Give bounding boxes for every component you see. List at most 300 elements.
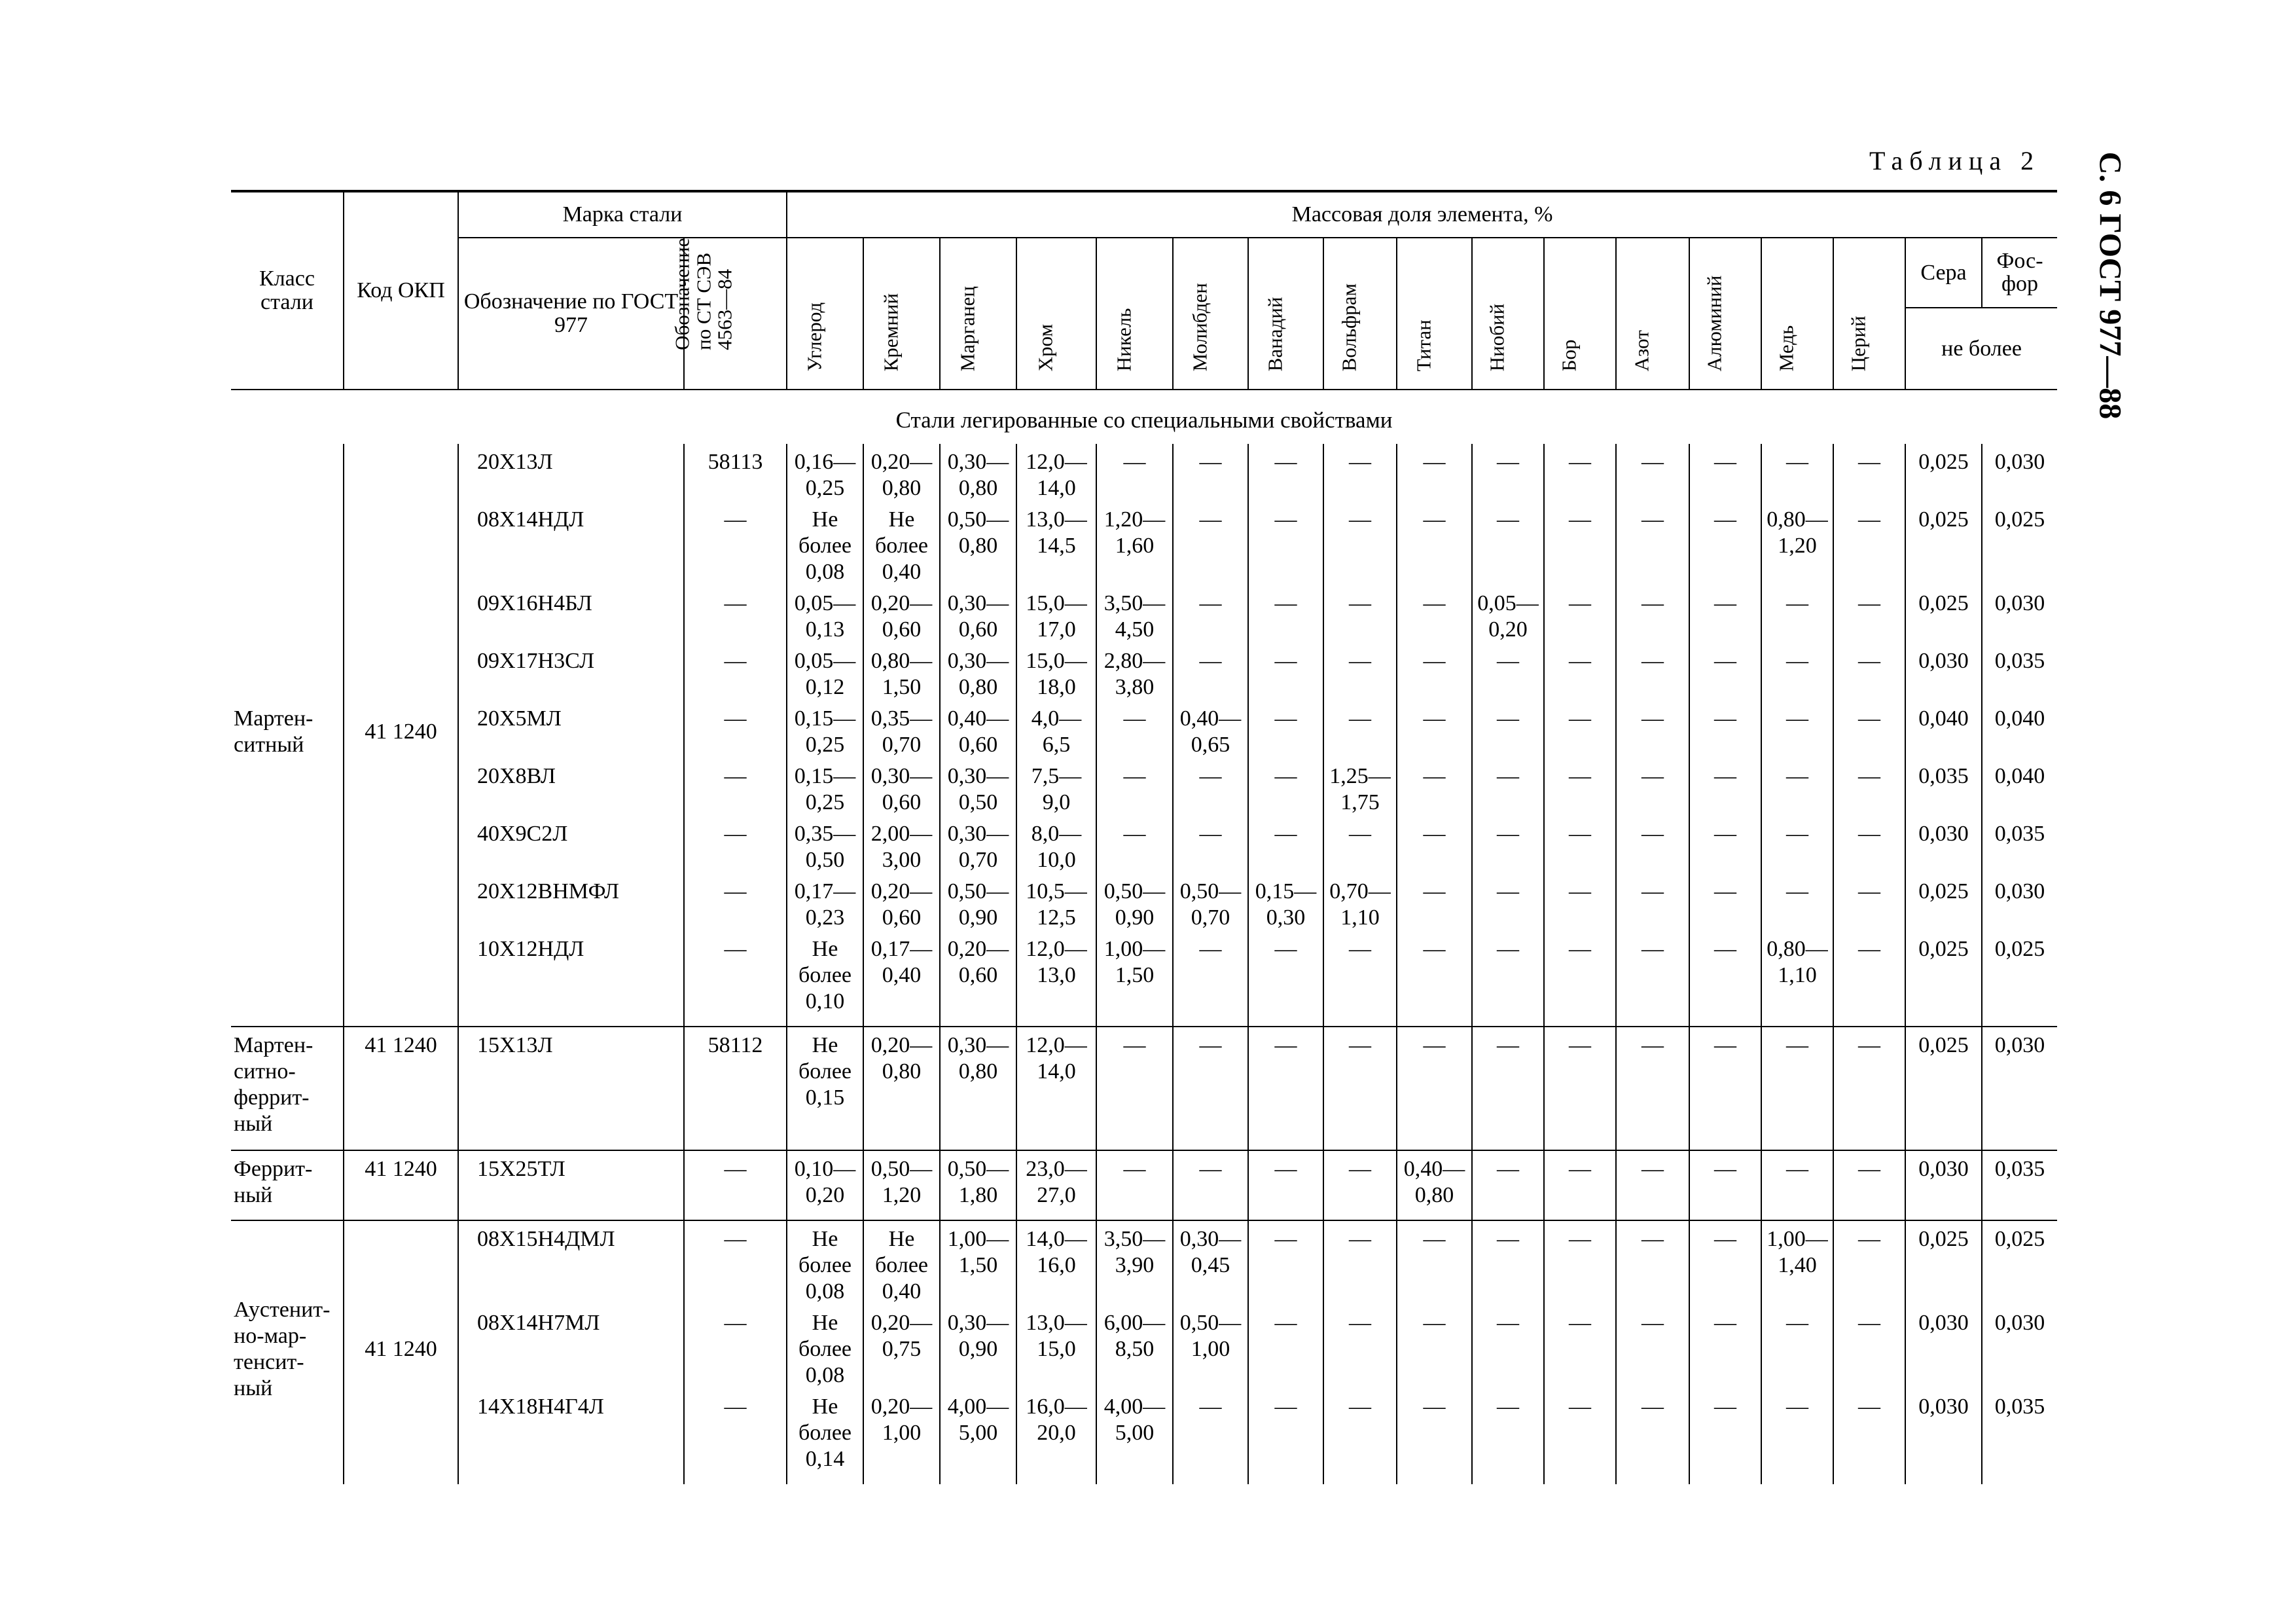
padding-cell (1397, 1015, 1472, 1027)
element-cell-ce: — (1833, 585, 1905, 643)
element-cell-p: 0,025 (1982, 1220, 2057, 1305)
header-element-ni (1096, 238, 1173, 390)
element-cell-ti: — (1397, 931, 1472, 1015)
header-element-al (1689, 238, 1761, 390)
st-sev-cell: 58112 (684, 1027, 787, 1137)
padding-cell (863, 1137, 940, 1150)
element-cell-p: 0,040 (1982, 701, 2057, 758)
element-cell-al: — (1689, 1389, 1761, 1472)
element-cell-ni: — (1096, 1027, 1173, 1137)
header-element-ce-text: Церий (1846, 316, 1870, 372)
st-sev-cell: — (684, 1305, 787, 1389)
grade-cell: 15Х25ТЛ (458, 1150, 684, 1209)
element-cell-w: — (1323, 1220, 1397, 1305)
padding-cell (1173, 1015, 1248, 1027)
padding-cell (684, 1209, 787, 1220)
okp-code-cell: 41 1240 (344, 1220, 458, 1472)
element-cell-mo: 0,50— 0,70 (1173, 873, 1248, 931)
padding-cell (1173, 1137, 1248, 1150)
element-cell-nb: — (1472, 1389, 1544, 1472)
section-row (231, 397, 2057, 444)
element-cell-mo: 0,40— 0,65 (1173, 701, 1248, 758)
padding-cell (787, 1015, 863, 1027)
element-cell-mn: 1,00— 1,50 (940, 1220, 1016, 1305)
element-cell-mo: — (1173, 643, 1248, 701)
element-cell-ce: — (1833, 701, 1905, 758)
group-padding-row (231, 1472, 2057, 1484)
padding-cell (1323, 1015, 1397, 1027)
element-cell-nb: — (1472, 1220, 1544, 1305)
element-cell-si: 0,20— 1,00 (863, 1389, 940, 1472)
header-element-cu-text: Медь (1774, 325, 1798, 372)
element-cell-p: 0,035 (1982, 1150, 2057, 1209)
composition-table (231, 190, 2057, 1484)
element-cell-mn: 0,30— 0,80 (940, 444, 1016, 501)
element-cell-b: — (1544, 816, 1616, 873)
element-cell-w: — (1323, 501, 1397, 585)
element-cell-mo: 0,50— 1,00 (1173, 1305, 1248, 1389)
element-cell-si: 0,35— 0,70 (863, 701, 940, 758)
st-sev-cell: — (684, 643, 787, 701)
element-cell-b: — (1544, 758, 1616, 816)
header-element-si (863, 238, 940, 390)
element-cell-si: Не более 0,40 (863, 1220, 940, 1305)
element-cell-n: — (1616, 1389, 1689, 1472)
element-cell-s: 0,030 (1905, 1305, 1982, 1389)
header-okp-code: Код ОКП (344, 191, 458, 390)
padding-cell (1544, 1015, 1616, 1027)
element-cell-mn: 0,30— 0,90 (940, 1305, 1016, 1389)
element-cell-ce: — (1833, 816, 1905, 873)
element-cell-ni: — (1096, 1150, 1173, 1209)
element-cell-mn: 0,40— 0,60 (940, 701, 1016, 758)
header-element-c (787, 238, 863, 390)
element-cell-s: 0,025 (1905, 585, 1982, 643)
table-row (231, 585, 2057, 643)
header-element-w-text: Вольфрам (1337, 283, 1361, 372)
padding-cell (863, 1015, 940, 1027)
element-cell-al: — (1689, 501, 1761, 585)
element-cell-b: — (1544, 1305, 1616, 1389)
element-cell-si: 0,30— 0,60 (863, 758, 940, 816)
element-cell-cu: — (1761, 1027, 1833, 1137)
element-cell-c: Не более 0,08 (787, 1220, 863, 1305)
element-cell-c: 0,05— 0,13 (787, 585, 863, 643)
element-cell-w: 0,70— 1,10 (1323, 873, 1397, 931)
element-cell-ti: — (1397, 1027, 1472, 1137)
element-cell-n: — (1616, 758, 1689, 816)
padding-cell (1173, 1472, 1248, 1484)
element-cell-s: 0,035 (1905, 758, 1982, 816)
composition-table-wrapper (231, 190, 2057, 1484)
header-element-c-text: Углерод (802, 302, 825, 372)
st-sev-cell: — (684, 585, 787, 643)
table-row (231, 1150, 2057, 1209)
element-cell-v: — (1248, 1220, 1323, 1305)
element-cell-al: — (1689, 701, 1761, 758)
st-sev-cell: — (684, 1389, 787, 1472)
element-cell-al: — (1689, 585, 1761, 643)
element-cell-n: — (1616, 643, 1689, 701)
element-cell-p: 0,030 (1982, 1027, 2057, 1137)
element-cell-si: 0,20— 0,60 (863, 873, 940, 931)
element-cell-nb: — (1472, 444, 1544, 501)
padding-cell (1248, 1472, 1323, 1484)
header-element-ni-text: Никель (1111, 308, 1135, 372)
element-cell-n: — (1616, 1027, 1689, 1137)
element-cell-cu: — (1761, 643, 1833, 701)
element-cell-b: — (1544, 1027, 1616, 1137)
element-cell-nb: — (1472, 816, 1544, 873)
header-element-ti-text: Титан (1411, 319, 1435, 372)
element-cell-ti: 0,40— 0,80 (1397, 1150, 1472, 1209)
element-cell-cu: — (1761, 585, 1833, 643)
element-cell-ce: — (1833, 643, 1905, 701)
element-cell-mo: — (1173, 816, 1248, 873)
padding-cell (1096, 1137, 1173, 1150)
element-cell-cu: — (1761, 1305, 1833, 1389)
element-cell-cu: — (1761, 873, 1833, 931)
header-element-mn (940, 238, 1016, 390)
element-cell-b: — (1544, 585, 1616, 643)
table-row (231, 1389, 2057, 1472)
element-cell-al: — (1689, 643, 1761, 701)
grade-cell: 09Х16Н4БЛ (458, 585, 684, 643)
element-cell-s: 0,040 (1905, 701, 1982, 758)
element-cell-nb: — (1472, 643, 1544, 701)
element-cell-n: — (1616, 816, 1689, 873)
padding-cell (863, 1209, 940, 1220)
element-cell-c: Не более 0,08 (787, 1305, 863, 1389)
header-element-nb (1472, 238, 1544, 390)
element-cell-n: — (1616, 931, 1689, 1015)
header-element-nb-text: Ниобий (1485, 304, 1509, 372)
element-cell-cr: 14,0— 16,0 (1016, 1220, 1096, 1305)
element-cell-w: — (1323, 585, 1397, 643)
element-cell-mo: — (1173, 585, 1248, 643)
element-cell-mn: 0,30— 0,50 (940, 758, 1016, 816)
padding-cell (1096, 1209, 1173, 1220)
okp-code-cell: 41 1240 (344, 1027, 458, 1137)
element-cell-p: 0,035 (1982, 1389, 2057, 1472)
element-cell-n: — (1616, 444, 1689, 501)
st-sev-cell: — (684, 1220, 787, 1305)
table-header (231, 191, 2057, 390)
element-cell-p: 0,035 (1982, 643, 2057, 701)
element-cell-al: — (1689, 931, 1761, 1015)
table-row (231, 1305, 2057, 1389)
element-cell-b: — (1544, 701, 1616, 758)
padding-cell (1905, 1015, 1982, 1027)
st-sev-cell: — (684, 931, 787, 1015)
element-cell-s: 0,025 (1905, 931, 1982, 1015)
grade-cell: 08Х15Н4ДМЛ (458, 1220, 684, 1305)
element-cell-mo: — (1173, 444, 1248, 501)
header-not-more: не более (1905, 308, 2057, 390)
steel-class-cell: Феррит- ный (231, 1150, 344, 1209)
element-cell-v: — (1248, 816, 1323, 873)
element-cell-nb: — (1472, 1305, 1544, 1389)
element-cell-al: — (1689, 873, 1761, 931)
padding-cell (1397, 1209, 1472, 1220)
element-cell-cu: 1,00— 1,40 (1761, 1220, 1833, 1305)
element-cell-nb: 0,05— 0,20 (1472, 585, 1544, 643)
padding-cell (1323, 1472, 1397, 1484)
element-cell-mo: — (1173, 758, 1248, 816)
element-cell-b: — (1544, 1389, 1616, 1472)
padding-cell (1397, 1137, 1472, 1150)
header-element-al-text: Алюминий (1702, 276, 1726, 372)
element-cell-cr: 15,0— 17,0 (1016, 585, 1096, 643)
element-cell-nb: — (1472, 931, 1544, 1015)
element-cell-ni: 0,50— 0,90 (1096, 873, 1173, 931)
padding-cell (1833, 1209, 1905, 1220)
side-page-reference-text: С. 6 ГОСТ 977—88 (2092, 151, 2128, 420)
element-cell-cr: 10,5— 12,5 (1016, 873, 1096, 931)
padding-cell (1323, 1209, 1397, 1220)
padding-cell (1544, 1209, 1616, 1220)
element-cell-b: — (1544, 931, 1616, 1015)
element-cell-si: Не более 0,40 (863, 501, 940, 585)
element-cell-b: — (1544, 1150, 1616, 1209)
element-cell-v: — (1248, 1305, 1323, 1389)
padding-cell (1616, 1137, 1689, 1150)
element-cell-ni: — (1096, 758, 1173, 816)
header-st-sev-designation-text: Обозначение по СТ СЭВ 4563—84 (670, 238, 736, 351)
side-page-reference (2092, 151, 2128, 420)
element-cell-mn: 0,50— 0,80 (940, 501, 1016, 585)
header-phosphorus: Фос- фор (1982, 238, 2057, 308)
element-cell-si: 0,17— 0,40 (863, 931, 940, 1015)
padding-cell (1616, 1015, 1689, 1027)
grade-cell: 10Х12НДЛ (458, 931, 684, 1015)
element-cell-w: — (1323, 643, 1397, 701)
element-cell-mo: — (1173, 1150, 1248, 1209)
element-cell-ce: — (1833, 501, 1905, 585)
table-body (231, 390, 2057, 1484)
padding-cell (1248, 1137, 1323, 1150)
header-element-v-text: Ванадий (1263, 297, 1286, 372)
element-cell-ni: — (1096, 701, 1173, 758)
element-cell-al: — (1689, 816, 1761, 873)
element-cell-s: 0,025 (1905, 1220, 1982, 1305)
st-sev-cell: 58113 (684, 444, 787, 501)
element-cell-nb: — (1472, 1150, 1544, 1209)
table-row (231, 701, 2057, 758)
element-cell-cr: 13,0— 14,5 (1016, 501, 1096, 585)
element-cell-al: — (1689, 758, 1761, 816)
element-cell-w: — (1323, 701, 1397, 758)
st-sev-cell: — (684, 501, 787, 585)
element-cell-si: 0,50— 1,20 (863, 1150, 940, 1209)
padding-cell (231, 1015, 344, 1027)
header-sulfur: Сера (1905, 238, 1982, 308)
element-cell-ti: — (1397, 1389, 1472, 1472)
header-element-n (1616, 238, 1689, 390)
header-element-ce (1833, 238, 1905, 390)
element-cell-n: — (1616, 701, 1689, 758)
element-cell-v: — (1248, 931, 1323, 1015)
element-cell-v: — (1248, 1027, 1323, 1137)
padding-cell (1323, 1137, 1397, 1150)
padding-cell (1616, 1472, 1689, 1484)
element-cell-al: — (1689, 1150, 1761, 1209)
padding-cell (231, 1137, 344, 1150)
element-cell-v: 0,15— 0,30 (1248, 873, 1323, 931)
padding-cell (344, 1015, 458, 1027)
element-cell-mn: 0,20— 0,60 (940, 931, 1016, 1015)
padding-cell (458, 1472, 684, 1484)
header-element-ti (1397, 238, 1472, 390)
element-cell-cr: 7,5— 9,0 (1016, 758, 1096, 816)
element-cell-ni: 4,00— 5,00 (1096, 1389, 1173, 1472)
padding-cell (1905, 1472, 1982, 1484)
element-cell-mn: 0,30— 0,60 (940, 585, 1016, 643)
element-cell-si: 0,80— 1,50 (863, 643, 940, 701)
element-cell-ti: — (1397, 643, 1472, 701)
padding-cell (1248, 1209, 1323, 1220)
element-cell-cu: — (1761, 1150, 1833, 1209)
element-cell-ti: — (1397, 444, 1472, 501)
element-cell-n: — (1616, 873, 1689, 931)
header-gost-designation: Обозначение по ГОСТ 977 (458, 238, 684, 390)
padding-cell (1472, 1209, 1544, 1220)
padding-cell (1397, 1472, 1472, 1484)
group-padding-row (231, 1137, 2057, 1150)
element-cell-mo: — (1173, 1027, 1248, 1137)
st-sev-cell: — (684, 816, 787, 873)
padding-cell (940, 1015, 1016, 1027)
element-cell-cu: 0,80— 1,10 (1761, 931, 1833, 1015)
element-cell-n: — (1616, 501, 1689, 585)
padding-cell (1016, 1137, 1096, 1150)
element-cell-nb: — (1472, 701, 1544, 758)
element-cell-cr: 12,0— 13,0 (1016, 931, 1096, 1015)
padding-cell (1833, 1472, 1905, 1484)
table-row (231, 643, 2057, 701)
element-cell-s: 0,025 (1905, 1027, 1982, 1137)
element-cell-p: 0,030 (1982, 873, 2057, 931)
padding-cell (1982, 1209, 2057, 1220)
element-cell-mo: — (1173, 501, 1248, 585)
element-cell-c: 0,15— 0,25 (787, 758, 863, 816)
element-cell-cu: — (1761, 1389, 1833, 1472)
element-cell-cr: 15,0— 18,0 (1016, 643, 1096, 701)
steel-class-cell: Аустенит- но-мар- тенсит- ный (231, 1220, 344, 1472)
element-cell-n: — (1616, 1305, 1689, 1389)
padding-cell (1544, 1137, 1616, 1150)
element-cell-cr: 23,0— 27,0 (1016, 1150, 1096, 1209)
padding-cell (1982, 1472, 2057, 1484)
padding-cell (1472, 1137, 1544, 1150)
padding-cell (1905, 1137, 1982, 1150)
element-cell-cu: — (1761, 701, 1833, 758)
element-cell-p: 0,030 (1982, 1305, 2057, 1389)
element-cell-ni: 6,00— 8,50 (1096, 1305, 1173, 1389)
padding-cell (1761, 1472, 1833, 1484)
element-cell-si: 0,20— 0,80 (863, 1027, 940, 1137)
element-cell-b: — (1544, 501, 1616, 585)
element-cell-ti: — (1397, 816, 1472, 873)
element-cell-c: 0,16— 0,25 (787, 444, 863, 501)
padding-cell (1472, 1015, 1544, 1027)
header-element-cr (1016, 238, 1096, 390)
element-cell-w: — (1323, 1305, 1397, 1389)
element-cell-v: — (1248, 701, 1323, 758)
element-cell-al: — (1689, 1305, 1761, 1389)
header-element-si-text: Кремний (878, 293, 902, 372)
element-cell-p: 0,025 (1982, 931, 2057, 1015)
element-cell-cr: 8,0— 10,0 (1016, 816, 1096, 873)
element-cell-cu: 0,80— 1,20 (1761, 501, 1833, 585)
table-row (231, 873, 2057, 931)
padding-cell (684, 1015, 787, 1027)
padding-cell (1096, 1472, 1173, 1484)
header-element-mo (1173, 238, 1248, 390)
padding-cell (1689, 1209, 1761, 1220)
padding-cell (344, 1209, 458, 1220)
element-cell-si: 0,20— 0,60 (863, 585, 940, 643)
element-cell-n: — (1616, 1220, 1689, 1305)
element-cell-s: 0,025 (1905, 444, 1982, 501)
table-row (231, 758, 2057, 816)
grade-cell: 40Х9С2Л (458, 816, 684, 873)
element-cell-cr: 4,0— 6,5 (1016, 701, 1096, 758)
padding-cell (1016, 1015, 1096, 1027)
table-caption: Таблица 2 (1869, 146, 2041, 175)
padding-cell (458, 1137, 684, 1150)
element-cell-c: 0,05— 0,12 (787, 643, 863, 701)
element-cell-n: — (1616, 585, 1689, 643)
element-cell-mn: 0,50— 0,90 (940, 873, 1016, 931)
element-cell-cr: 16,0— 20,0 (1016, 1389, 1096, 1472)
element-cell-si: 2,00— 3,00 (863, 816, 940, 873)
element-cell-nb: — (1472, 758, 1544, 816)
header-element-v (1248, 238, 1323, 390)
padding-cell (1761, 1209, 1833, 1220)
element-cell-c: 0,35— 0,50 (787, 816, 863, 873)
element-cell-ce: — (1833, 1389, 1905, 1472)
element-cell-ni: 1,20— 1,60 (1096, 501, 1173, 585)
element-cell-mn: 0,30— 0,80 (940, 643, 1016, 701)
element-cell-ce: — (1833, 1220, 1905, 1305)
element-cell-n: — (1616, 1150, 1689, 1209)
st-sev-cell: — (684, 758, 787, 816)
element-cell-w: — (1323, 816, 1397, 873)
element-cell-w: — (1323, 1150, 1397, 1209)
element-cell-w: 1,25— 1,75 (1323, 758, 1397, 816)
element-cell-mn: 4,00— 5,00 (940, 1389, 1016, 1472)
padding-cell (1173, 1209, 1248, 1220)
padding-cell (1472, 1472, 1544, 1484)
element-cell-cu: — (1761, 816, 1833, 873)
element-cell-cr: 13,0— 15,0 (1016, 1305, 1096, 1389)
padding-cell (1016, 1209, 1096, 1220)
element-cell-ce: — (1833, 444, 1905, 501)
element-cell-c: Не более 0,14 (787, 1389, 863, 1472)
padding-cell (940, 1472, 1016, 1484)
element-cell-mo: 0,30— 0,45 (1173, 1220, 1248, 1305)
padding-cell (940, 1209, 1016, 1220)
okp-code-cell: 41 1240 (344, 444, 458, 1015)
element-cell-al: — (1689, 1220, 1761, 1305)
element-cell-cr: 12,0— 14,0 (1016, 444, 1096, 501)
padding-cell (1616, 1209, 1689, 1220)
st-sev-cell: — (684, 1150, 787, 1209)
grade-cell: 20Х13Л (458, 444, 684, 501)
group-padding-row (231, 1015, 2057, 1027)
element-cell-ti: — (1397, 1220, 1472, 1305)
